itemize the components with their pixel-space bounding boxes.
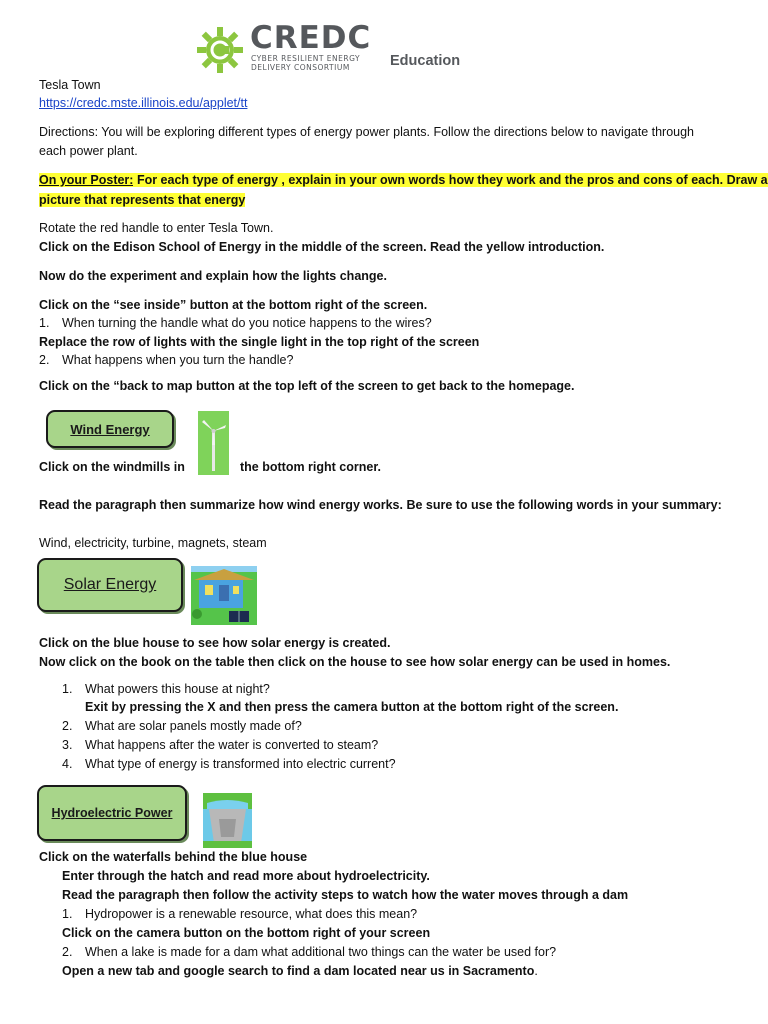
rotate-text: Rotate the red handle to enter Tesla Town. bbox=[39, 221, 274, 235]
replace-text: Replace the row of lights with the single light in the top right of the screen bbox=[39, 335, 480, 349]
dam-image bbox=[203, 793, 252, 848]
list-item: 2. When a lake is made for a dam what additional two things can the water be used for? bbox=[62, 945, 557, 959]
dam-icon bbox=[203, 793, 252, 848]
search-line bbox=[62, 963, 538, 979]
brand-subtitle-1: CYBER RESILIENT ENERGY bbox=[251, 54, 361, 63]
wind-energy-badge: Wind Energy bbox=[46, 410, 174, 448]
edison-text: Click on the Edison School of Energy in the middle of the screen. Read the yellow introduction. bbox=[39, 240, 605, 254]
windmill-icon bbox=[198, 411, 229, 475]
see-inside-text: Click on the “see inside” button at the bottom right of the screen. bbox=[39, 298, 428, 312]
exit-text: Exit by pressing the X and then press the camera button at the bottom right of the screen. bbox=[85, 700, 619, 714]
credc-logo bbox=[196, 20, 486, 76]
poster-text-2: picture that represents that energy bbox=[39, 193, 246, 207]
paragraph-text: Read the paragraph then follow the activity steps to watch how the water moves through a dam bbox=[62, 888, 629, 902]
book-text: Now click on the book on the table then click on the house to see how solar energy can be used in homes. bbox=[39, 655, 671, 669]
windmill-click-b: the bottom right corner. bbox=[240, 460, 381, 474]
search-text: Open a new tab and google search to find a dam located near us in Sacramento bbox=[62, 964, 535, 978]
list-item: 1. Hydropower is a renewable resource, what does this mean? bbox=[62, 907, 418, 921]
hatch-text: Enter through the hatch and read more about hydroelectricity. bbox=[62, 869, 430, 883]
windmill-image bbox=[198, 411, 229, 475]
blue-house-text: Click on the blue house to see how solar energy is created. bbox=[39, 636, 391, 650]
poster-line-1 bbox=[39, 172, 768, 188]
hydroelectric-power-badge: Hydroelectric Power bbox=[37, 785, 187, 841]
poster-label: On your Poster: bbox=[39, 173, 134, 187]
brand-subtitle-2: DELIVERY CONSORTIUM bbox=[251, 63, 350, 72]
poster-line-2 bbox=[39, 192, 245, 208]
doc-title: Tesla Town bbox=[39, 78, 101, 92]
applet-link[interactable]: https://credc.mste.illinois.edu/applet/tt bbox=[39, 96, 248, 110]
list-item: 1. When turning the handle what do you notice happens to the wires? bbox=[39, 316, 432, 330]
list-item: 4. What type of energy is transformed into electric current? bbox=[62, 757, 396, 771]
brand-name: CREDC bbox=[250, 20, 372, 56]
list-item: 3. What happens after the water is converted to steam? bbox=[62, 738, 379, 752]
directions-line-2: each power plant. bbox=[39, 144, 138, 158]
poster-text-1: For each type of energy , explain in your own words how they work and the pros and cons of each. Draw a bbox=[133, 173, 768, 187]
search-period: . bbox=[534, 964, 538, 978]
wind-read-text: Read the paragraph then summarize how wind energy works. Be sure to use the following words in your summary: bbox=[39, 498, 722, 512]
wind-words: Wind, electricity, turbine, magnets, steam bbox=[39, 536, 267, 550]
sun-logo-icon bbox=[196, 26, 244, 74]
back-map-text: Click on the “back to map button at the top left of the screen to get back to the homepage. bbox=[39, 379, 575, 393]
waterfalls-text: Click on the waterfalls behind the blue house bbox=[39, 850, 308, 864]
brand-suffix: Education bbox=[390, 53, 461, 69]
solar-energy-badge: Solar Energy bbox=[37, 558, 183, 612]
solar-house-image bbox=[191, 566, 257, 625]
list-item: 2. What are solar panels mostly made of? bbox=[62, 719, 302, 733]
experiment-text: Now do the experiment and explain how the lights change. bbox=[39, 269, 387, 283]
windmill-click-a: Click on the windmills in bbox=[39, 460, 185, 474]
directions-line-1: Directions: You will be exploring different types of energy power plants. Follow the directions below to navigate through bbox=[39, 125, 695, 139]
solar-house-icon bbox=[191, 566, 257, 625]
camera-text: Click on the camera button on the bottom right of your screen bbox=[62, 926, 431, 940]
list-item: 1. What powers this house at night? bbox=[62, 682, 270, 696]
list-item: 2. What happens when you turn the handle? bbox=[39, 353, 294, 367]
